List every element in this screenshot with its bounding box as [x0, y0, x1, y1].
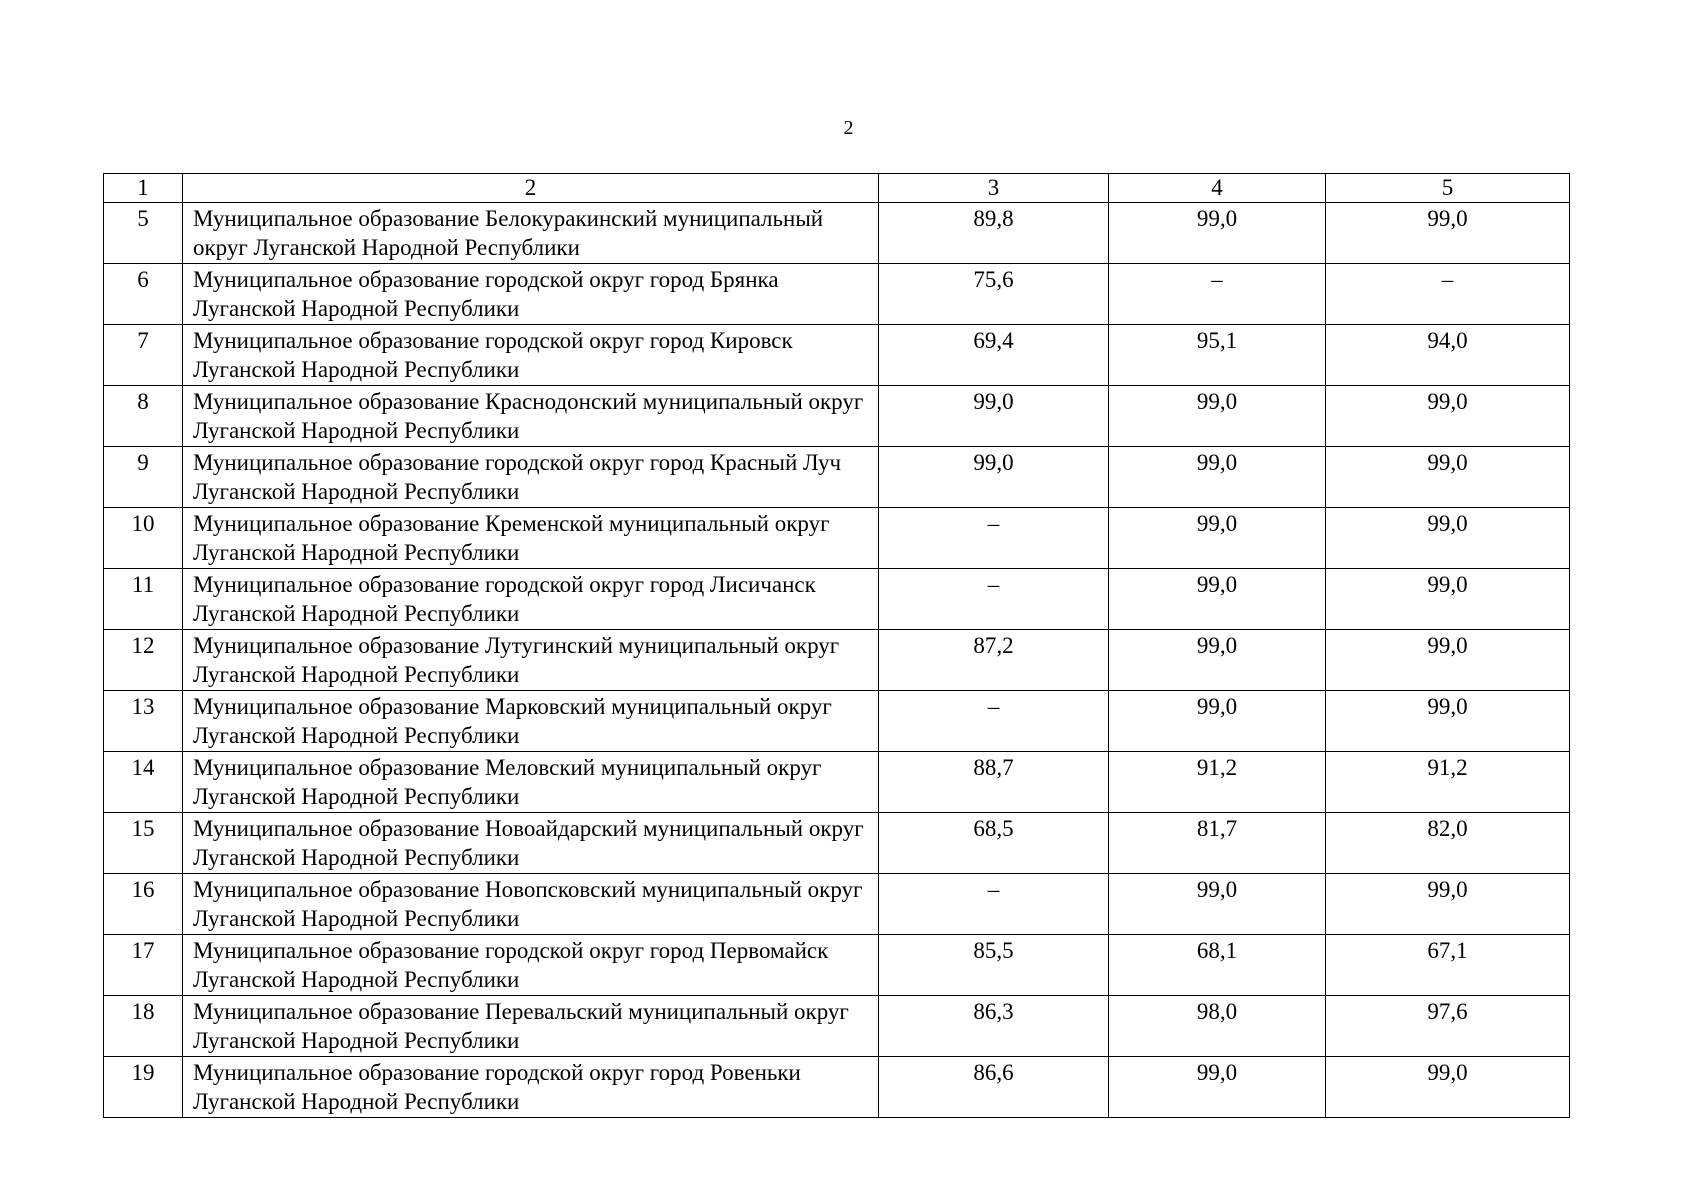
- value-cell-col3: 86,3: [879, 996, 1109, 1057]
- value-cell-col4: 99,0: [1109, 508, 1326, 569]
- row-number-cell: 17: [104, 935, 183, 996]
- row-number-cell: 10: [104, 508, 183, 569]
- table-row: [104, 325, 1570, 386]
- value-cell-col5: 94,0: [1326, 325, 1570, 386]
- municipality-name-cell: Муниципальное образование Кременской муниципальный округ Луганской Народной Республики: [183, 508, 879, 569]
- value-cell-col3: 88,7: [879, 752, 1109, 813]
- value-cell-col5: 99,0: [1326, 569, 1570, 630]
- value-cell-col3: 99,0: [879, 447, 1109, 508]
- table-header-row: [104, 174, 1570, 203]
- row-number-cell: 16: [104, 874, 183, 935]
- value-cell-col5: 99,0: [1326, 203, 1570, 264]
- municipality-name-cell: Муниципальное образование Перевальский муниципальный округ Луганской Народной Республики: [183, 996, 879, 1057]
- value-cell-col4: 99,0: [1109, 874, 1326, 935]
- value-cell-col4: 95,1: [1109, 325, 1326, 386]
- value-cell-col3: –: [879, 691, 1109, 752]
- value-cell-col4: 81,7: [1109, 813, 1326, 874]
- value-cell-col3: 68,5: [879, 813, 1109, 874]
- page-number: 2: [843, 117, 854, 139]
- row-number-cell: 15: [104, 813, 183, 874]
- value-cell-col3: 89,8: [879, 203, 1109, 264]
- row-number-cell: 9: [104, 447, 183, 508]
- municipality-name-cell: Муниципальное образование городской округ город Кировск Луганской Народной Республики: [183, 325, 879, 386]
- table-row: [104, 1057, 1570, 1118]
- table-row: [104, 508, 1570, 569]
- value-cell-col4: 99,0: [1109, 1057, 1326, 1118]
- row-number-cell: 6: [104, 264, 183, 325]
- value-cell-col3: 85,5: [879, 935, 1109, 996]
- table-row: [104, 935, 1570, 996]
- row-number-cell: 8: [104, 386, 183, 447]
- municipality-name-cell: Муниципальное образование Белокуракинский муниципальный округ Луганской Народной Республики: [183, 203, 879, 264]
- table-row: [104, 447, 1570, 508]
- table-body: [104, 203, 1570, 1118]
- column-header: 4: [1109, 174, 1326, 203]
- column-header: 1: [104, 174, 183, 203]
- value-cell-col5: 99,0: [1326, 874, 1570, 935]
- value-cell-col5: 99,0: [1326, 386, 1570, 447]
- table-row: [104, 630, 1570, 691]
- value-cell-col3: –: [879, 874, 1109, 935]
- value-cell-col3: 86,6: [879, 1057, 1109, 1118]
- row-number-cell: 12: [104, 630, 183, 691]
- municipality-name-cell: Муниципальное образование городской округ город Красный Луч Луганской Народной Республики: [183, 447, 879, 508]
- row-number-cell: 18: [104, 996, 183, 1057]
- row-number-cell: 7: [104, 325, 183, 386]
- value-cell-col4: 99,0: [1109, 569, 1326, 630]
- row-number-cell: 14: [104, 752, 183, 813]
- column-header: 3: [879, 174, 1109, 203]
- value-cell-col3: –: [879, 508, 1109, 569]
- value-cell-col3: –: [879, 569, 1109, 630]
- row-number-cell: 19: [104, 1057, 183, 1118]
- value-cell-col5: 82,0: [1326, 813, 1570, 874]
- value-cell-col5: –: [1326, 264, 1570, 325]
- municipality-name-cell: Муниципальное образование городской округ город Ровеньки Луганской Народной Республики: [183, 1057, 879, 1118]
- value-cell-col5: 67,1: [1326, 935, 1570, 996]
- municipality-name-cell: Муниципальное образование Лутугинский муниципальный округ Луганской Народной Республики: [183, 630, 879, 691]
- value-cell-col5: 99,0: [1326, 630, 1570, 691]
- municipality-name-cell: Муниципальное образование городской округ город Брянка Луганской Народной Республики: [183, 264, 879, 325]
- municipality-name-cell: Муниципальное образование городской округ город Первомайск Луганской Народной Республики: [183, 935, 879, 996]
- value-cell-col3: 87,2: [879, 630, 1109, 691]
- table-row: [104, 874, 1570, 935]
- data-table: [103, 173, 1570, 1118]
- value-cell-col4: 68,1: [1109, 935, 1326, 996]
- column-header: 2: [183, 174, 879, 203]
- value-cell-col4: 99,0: [1109, 386, 1326, 447]
- municipality-name-cell: Муниципальное образование Новоайдарский муниципальный округ Луганской Народной Республики: [183, 813, 879, 874]
- value-cell-col4: 99,0: [1109, 447, 1326, 508]
- table-row: [104, 752, 1570, 813]
- row-number-cell: 5: [104, 203, 183, 264]
- municipality-name-cell: Муниципальное образование Меловский муниципальный округ Луганской Народной Республики: [183, 752, 879, 813]
- table-row: [104, 996, 1570, 1057]
- table-row: [104, 813, 1570, 874]
- value-cell-col4: –: [1109, 264, 1326, 325]
- row-number-cell: 11: [104, 569, 183, 630]
- row-number-cell: 13: [104, 691, 183, 752]
- municipality-name-cell: Муниципальное образование городской округ город Лисичанск Луганской Народной Республики: [183, 569, 879, 630]
- value-cell-col5: 99,0: [1326, 1057, 1570, 1118]
- value-cell-col4: 99,0: [1109, 630, 1326, 691]
- value-cell-col5: 97,6: [1326, 996, 1570, 1057]
- table-row: [104, 203, 1570, 264]
- table-row: [104, 264, 1570, 325]
- value-cell-col4: 98,0: [1109, 996, 1326, 1057]
- table-row: [104, 569, 1570, 630]
- value-cell-col5: 99,0: [1326, 447, 1570, 508]
- value-cell-col5: 91,2: [1326, 752, 1570, 813]
- value-cell-col3: 99,0: [879, 386, 1109, 447]
- municipality-name-cell: Муниципальное образование Марковский муниципальный округ Луганской Народной Республики: [183, 691, 879, 752]
- value-cell-col3: 75,6: [879, 264, 1109, 325]
- value-cell-col4: 99,0: [1109, 691, 1326, 752]
- value-cell-col5: 99,0: [1326, 691, 1570, 752]
- value-cell-col4: 91,2: [1109, 752, 1326, 813]
- column-header: 5: [1326, 174, 1570, 203]
- value-cell-col4: 99,0: [1109, 203, 1326, 264]
- municipality-name-cell: Муниципальное образование Краснодонский муниципальный округ Луганской Народной Республики: [183, 386, 879, 447]
- municipality-name-cell: Муниципальное образование Новопсковский муниципальный округ Луганской Народной Республики: [183, 874, 879, 935]
- table-row: [104, 691, 1570, 752]
- value-cell-col5: 99,0: [1326, 508, 1570, 569]
- table-row: [104, 386, 1570, 447]
- value-cell-col3: 69,4: [879, 325, 1109, 386]
